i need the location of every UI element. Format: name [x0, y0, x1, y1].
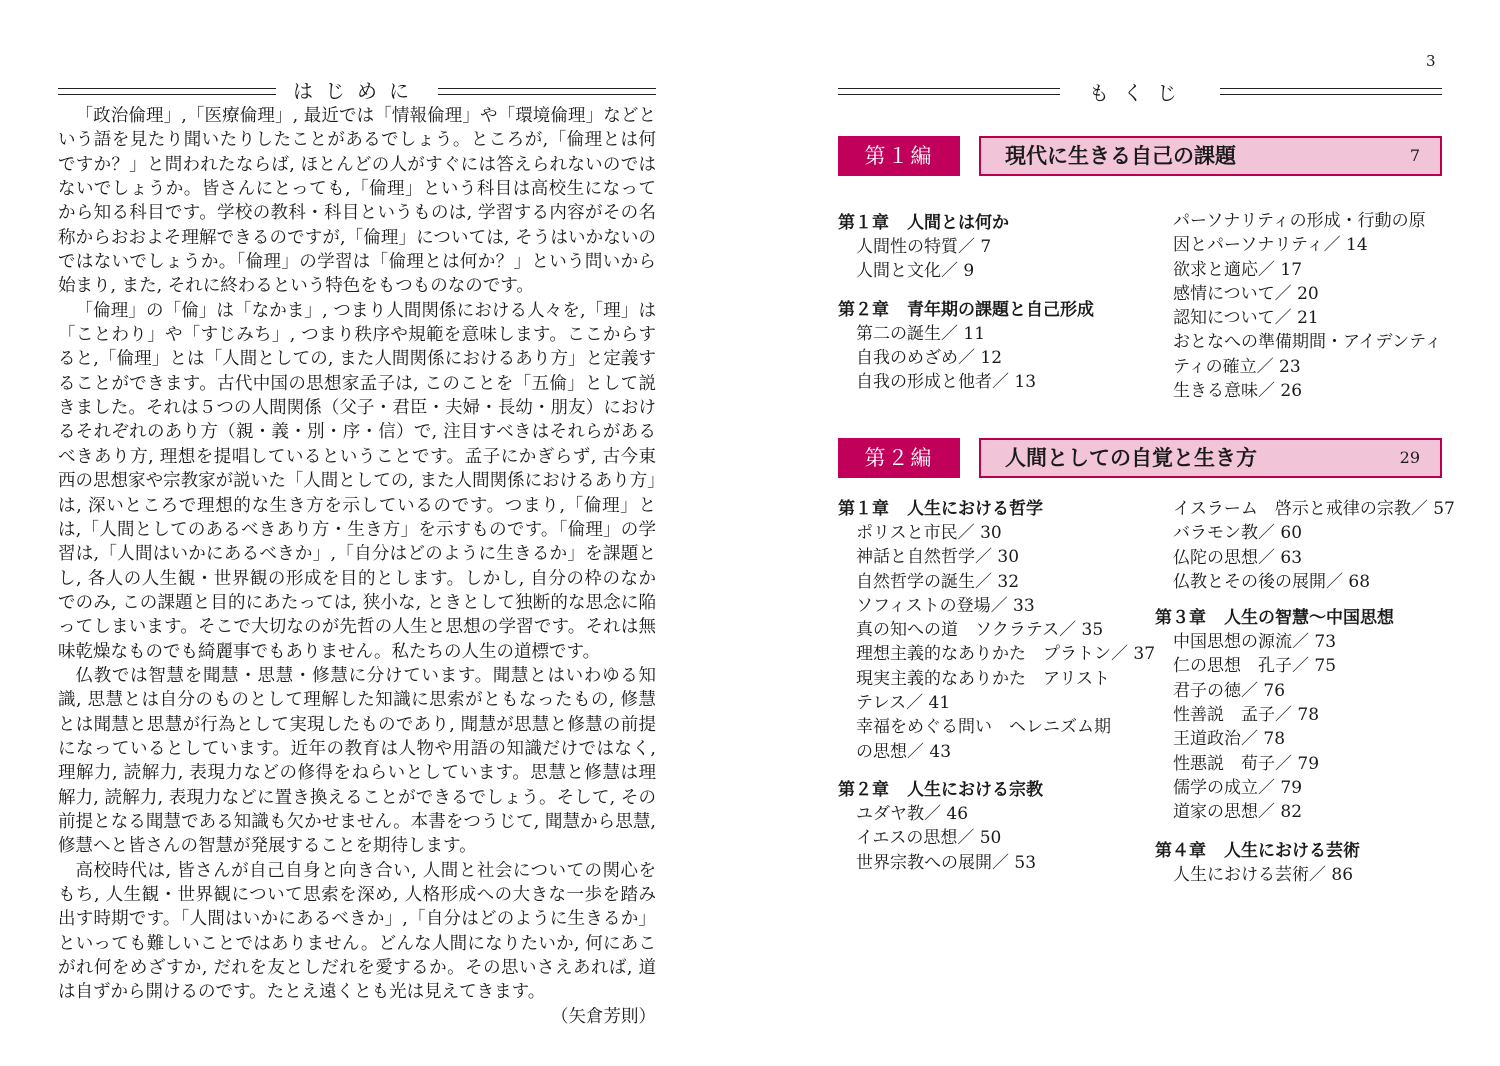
page-number: 3	[1426, 52, 1436, 70]
chapter-number: 第１章	[838, 499, 889, 519]
toc-item[interactable]: ソフィストの登場／ 33	[856, 595, 1035, 616]
hajimeni-heading	[58, 78, 656, 104]
part-1-page: 7	[1409, 146, 1420, 165]
part-2-title: 人間としての自覚と生き方	[1005, 446, 1257, 470]
paragraph: 「倫理」の「倫」は「なかま」, つまり人間関係における人々を,「理」は「ことわり」や「すじみち」, つまり秩序や規範を意味します。ここからすると,「倫理」とは「人間としての, また人間関係におけるあり方」と定義することができます。古代中国の思想家孟子は, このことを「五倫」として説きました。それは５つの人間関係（父子・君臣・夫婦・長幼・朋友）におけるそれぞれのあり方（親・義・別・序・信）で, 注目すべきはそれらがあるべきあり方, 理想を提唱しているということです。孟子にかぎらず, 古今東西の思想家や宗教家が説いた「人間としての, また人間関係におけるあり方」は, 深いところで理想的な生き方を示しているのです。つまり,「倫理」とは,「人間としてのあるべきあり方・生き方」を示すものです。「倫理」の学習は,「人間はいかにあるべきか」,「自分はどのように生きるか」を課題とし, 各人の人生観・世界観の形成を目的とします。しかし, 自分の枠のなかでのみ, この課題と目的にあたっては, 狭小な, ときとして独断的な思念に陥ってしまいます。そこで大切なのが先哲の人生と思想の学習です。それは無味乾燥なものでも綺麗事でもありません。私たちの人生の道標です。	[58, 300, 656, 662]
chapter-heading[interactable]	[838, 211, 1128, 235]
chapter-heading[interactable]	[838, 497, 1128, 521]
chapter-number: 第２章	[838, 299, 889, 320]
chapter-title: 人生における芸術	[1224, 840, 1360, 861]
toc-item[interactable]: 仏陀の思想／ 63	[1173, 547, 1303, 568]
toc-item-continued[interactable]: の思想／ 43	[856, 741, 952, 762]
toc-item[interactable]: ポリスと市民／ 30	[856, 523, 1002, 543]
heading-rule-left	[838, 88, 1060, 95]
toc-item[interactable]: おとなへの準備期間・アイデンティ	[1173, 332, 1442, 353]
spacer	[838, 764, 1128, 778]
chapter-title: 人間とは何か	[907, 213, 1009, 233]
part-2-label: 第２編	[838, 438, 960, 478]
toc-item[interactable]: 感情について／ 20	[1173, 283, 1319, 304]
toc-item[interactable]: 自然哲学の誕生／ 32	[856, 571, 1020, 592]
toc-item-continued[interactable]: ティの確立／ 23	[1173, 356, 1301, 377]
toc-item[interactable]: 理想主義的なありかた プラトン／ 37	[856, 644, 1156, 665]
chapter-heading[interactable]	[838, 298, 1128, 322]
toc-item[interactable]: 認知について／ 21	[1173, 308, 1319, 329]
toc-item[interactable]: 仁の思想 孔子／ 75	[1173, 656, 1337, 677]
toc-item-continued[interactable]: 因とパーソナリティ／ 14	[1173, 235, 1368, 256]
paragraph	[58, 859, 656, 1027]
part-2-left-column	[838, 497, 1156, 875]
toc-item[interactable]: 君子の徳／ 76	[1173, 680, 1286, 701]
toc-item[interactable]: 王道政治／ 78	[1173, 729, 1286, 750]
toc-item[interactable]: 世界宗教への展開／ 53	[856, 852, 1037, 873]
toc-item[interactable]: 幸福をめぐる問い ヘレニズム期	[856, 717, 1111, 738]
toc-item[interactable]: 自我のめざめ／ 12	[856, 347, 1003, 368]
chapter-number: 第２章	[838, 779, 889, 800]
toc-item[interactable]: 自我の形成と他者／ 13	[856, 372, 1037, 393]
toc-item[interactable]: パーソナリティの形成・行動の原	[1173, 211, 1426, 231]
chapter-number: 第４章	[1155, 840, 1206, 861]
mokuji-heading	[838, 80, 1442, 106]
toc-item[interactable]: 真の知への道 ソクラテス／ 35	[856, 620, 1104, 641]
toc-item[interactable]: 人間と文化／ 9	[856, 261, 975, 282]
toc-item[interactable]: 人間性の特質／ 7	[856, 237, 992, 257]
hajimeni-title: はじめに	[293, 79, 421, 103]
chapter-heading[interactable]	[1155, 839, 1445, 863]
toc-item[interactable]: 仏教とその後の展開／ 68	[1173, 571, 1371, 592]
toc-item-continued[interactable]: テレス／ 41	[856, 693, 951, 714]
toc-item[interactable]: 道家の思想／ 82	[1173, 802, 1303, 823]
heading-rule-left	[58, 88, 276, 95]
part-1-title: 現代に生きる自己の課題	[1005, 144, 1236, 168]
chapter-number: 第３章	[1155, 608, 1206, 629]
paragraph: 「政治倫理」,「医療倫理」, 最近では「情報倫理」や「環境倫理」などという語を見たり聞いたりしたことがあるでしょう。ところが,「倫理とは何ですか？」と問われたならば, ほとんどの人がすぐには答えられないのではないでしょうか。皆さんにとっても,「倫理」という科目は高校生になってから知る科目です。学校の教科・科目というものは, 学習する内容がその名称からおおよそ理解できるのですが,「倫理」については, そうはいかないのではないでしょうか。「倫理」の学習は「倫理とは何か？」という問いから始まり, また, それに終わるという特色をもつものなのです。	[58, 106, 656, 297]
part-2-right-column	[1155, 497, 1455, 887]
toc-item[interactable]: イエスの思想／ 50	[856, 828, 1002, 849]
chapter-title: 人生の智慧〜中国思想	[1224, 608, 1394, 629]
toc-item[interactable]: 中国思想の源流／ 73	[1173, 632, 1337, 653]
author-signature: （矢倉芳則）	[551, 1006, 656, 1027]
chapter-title: 青年期の課題と自己形成	[907, 299, 1094, 320]
part-1-left-column	[838, 211, 1128, 394]
toc-item[interactable]: 儒学の成立／ 79	[1173, 777, 1303, 798]
toc-item[interactable]: ユダヤ教／ 46	[856, 803, 969, 824]
part-1-title-box	[979, 136, 1442, 176]
heading-rule-right	[438, 88, 656, 95]
part-2-title-box	[979, 438, 1442, 478]
toc-item[interactable]: バラモン教／ 60	[1173, 523, 1303, 544]
chapter-heading[interactable]	[1155, 606, 1445, 630]
toc-item[interactable]: イスラーム 啓示と戒律の宗教／ 57	[1173, 499, 1455, 519]
chapter-heading[interactable]	[838, 778, 1128, 802]
part-1-label: 第１編	[838, 136, 960, 176]
hajimeni-body	[58, 104, 656, 1029]
toc-item[interactable]: 性悪説 荀子／ 79	[1173, 753, 1320, 774]
toc-item[interactable]: 性善説 孟子／ 78	[1173, 705, 1320, 726]
toc-item[interactable]: 人生における芸術／ 86	[1173, 864, 1354, 885]
part-1-banner[interactable]	[838, 136, 1442, 176]
heading-rule-right	[1220, 88, 1442, 95]
spacer	[838, 284, 1128, 298]
mokuji-title: もくじ	[1089, 81, 1191, 105]
toc-item[interactable]: 現実主義的なありかた アリスト	[856, 668, 1110, 689]
chapter-title: 人生における哲学	[907, 499, 1043, 519]
chapter-number: 第１章	[838, 213, 889, 233]
toc-item[interactable]: 生きる意味／ 26	[1173, 381, 1303, 402]
part-2-page: 29	[1399, 448, 1420, 467]
part-2-banner[interactable]	[838, 438, 1442, 478]
toc-item[interactable]: 神話と自然哲学／ 30	[856, 547, 1020, 568]
spacer	[1155, 594, 1445, 606]
paragraph: 仏教では智慧を聞慧・思慧・修慧に分けています。聞慧とはいわゆる知識, 思慧とは自分のものとして理解した知識に思索がともなったもの, 修慧とは聞慧と思慧が行為として実現したものであり, 聞慧が思慧と修慧の前提になっているとしています。近年の教育は人物や用語の知識だけではなく, 理解力, 読解力, 表現力などの修得をねらいとしています。思慧と修慧は理解力, 読解力, 表現力などに置き換えることができるでしょう。そして, その前提となる聞慧である知識も欠かせません。本書をつうじて, 聞慧から思慧, 修慧へと皆さんの智慧が発展することを期待します。	[58, 665, 656, 857]
spacer	[1155, 825, 1445, 839]
paragraph-text: 高校時代は, 皆さんが自己自身と向き合い, 人間と社会についての関心をもち, 人生観・世界観について思索を深め, 人格形成への大きな一歩を踏み出す時期です。「人間はいかにあるべきか」,「自分はどのように生きるか」といっても難しいことではありません。どんな人間になりたいか, 何にあこがれ何をめざすか, だれを友としだれを愛するか。その思いさえあれば, 道は自ずから開けるのです。たとえ遠くとも光は見えてきます。	[58, 860, 656, 1003]
chapter-title: 人生における宗教	[907, 779, 1043, 800]
toc-item[interactable]: 第二の誕生／ 11	[856, 323, 986, 344]
toc-item[interactable]: 欲求と適応／ 17	[1173, 259, 1303, 280]
part-1-right-column	[1155, 209, 1445, 403]
